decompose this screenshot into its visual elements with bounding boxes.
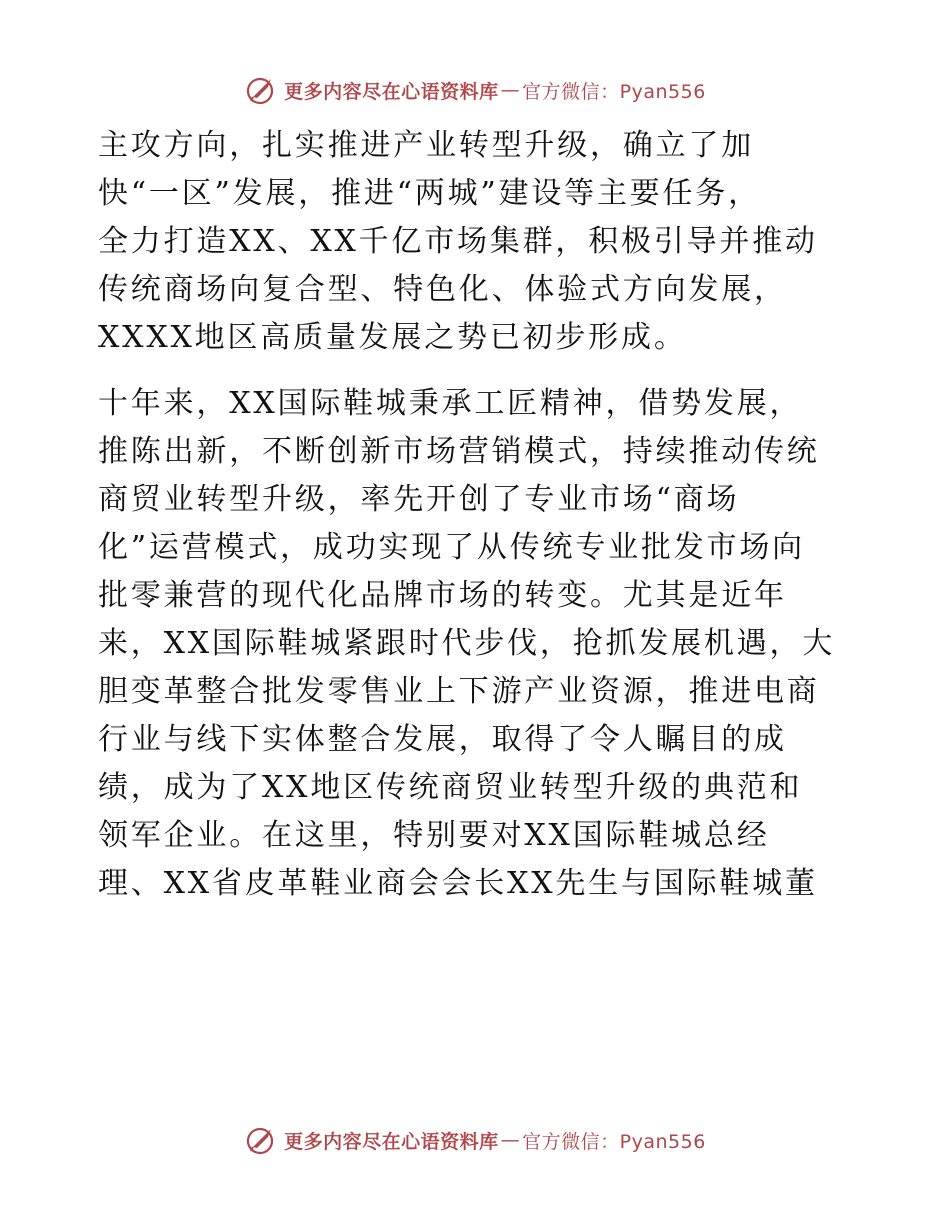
footer-wechat-text: 官方微信：Pyan556 — [522, 1130, 706, 1153]
text-line: 十年来，XX国际鞋城秉承工匠精神，借势发展， — [98, 386, 803, 421]
paragraph-1 — [98, 122, 878, 362]
text-line: 行业与线下实体整合发展，取得了令人瞩目的成 — [98, 722, 787, 757]
text-line: 传统商场向复合型、特色化、体验式方向发展， — [98, 272, 787, 307]
footer-separator: — — [500, 1129, 521, 1151]
text-line: 来，XX国际鞋城紧跟时代步伐，抢抓发展机遇，大 — [98, 626, 836, 661]
text-line: 胆变革整合批发零售业上下游产业资源，推进电商 — [98, 674, 820, 709]
header-wechat-text: 官方微信：Pyan556 — [522, 80, 706, 103]
header-separator: — — [500, 79, 521, 101]
text-line: 全力打造XX、XX千亿市场集群，积极引导并推动 — [98, 224, 818, 259]
paragraph-2 — [98, 380, 878, 908]
text-line: XXXX地区高质量发展之势已初步形成。 — [98, 320, 687, 355]
document-body — [98, 122, 878, 908]
text-line: 推陈出新，不断创新市场营销模式，持续推动传统 — [98, 434, 820, 469]
text-line: 理、XX省皮革鞋业商会会长XX先生与国际鞋城董 — [98, 866, 818, 901]
footer-site-text: 更多内容尽在心语资料库 — [284, 1130, 499, 1153]
text-line: 主攻方向，扎实推进产业转型升级，确立了加 — [98, 128, 754, 163]
text-line: 领军企业。在这里，特别要对XX国际鞋城总经 — [98, 818, 770, 853]
footer-watermark — [0, 1120, 950, 1160]
text-line: 快“一区”发展，推进“两城”建设等主要任务， — [98, 176, 761, 211]
header-watermark — [0, 70, 950, 110]
text-line: 化”运营模式，成功实现了从传统专业批发市场向 — [98, 530, 805, 565]
quill-logo-icon — [244, 1123, 278, 1157]
header-site-text: 更多内容尽在心语资料库 — [284, 80, 499, 103]
text-line: 绩，成为了XX地区传统商贸业转型升级的典范和 — [98, 770, 803, 805]
quill-logo-icon — [244, 73, 278, 107]
text-line: 商贸业转型升级，率先开创了专业市场“商场 — [98, 482, 740, 517]
text-line: 批零兼营的现代化品牌市场的转变。尤其是近年 — [98, 578, 787, 613]
